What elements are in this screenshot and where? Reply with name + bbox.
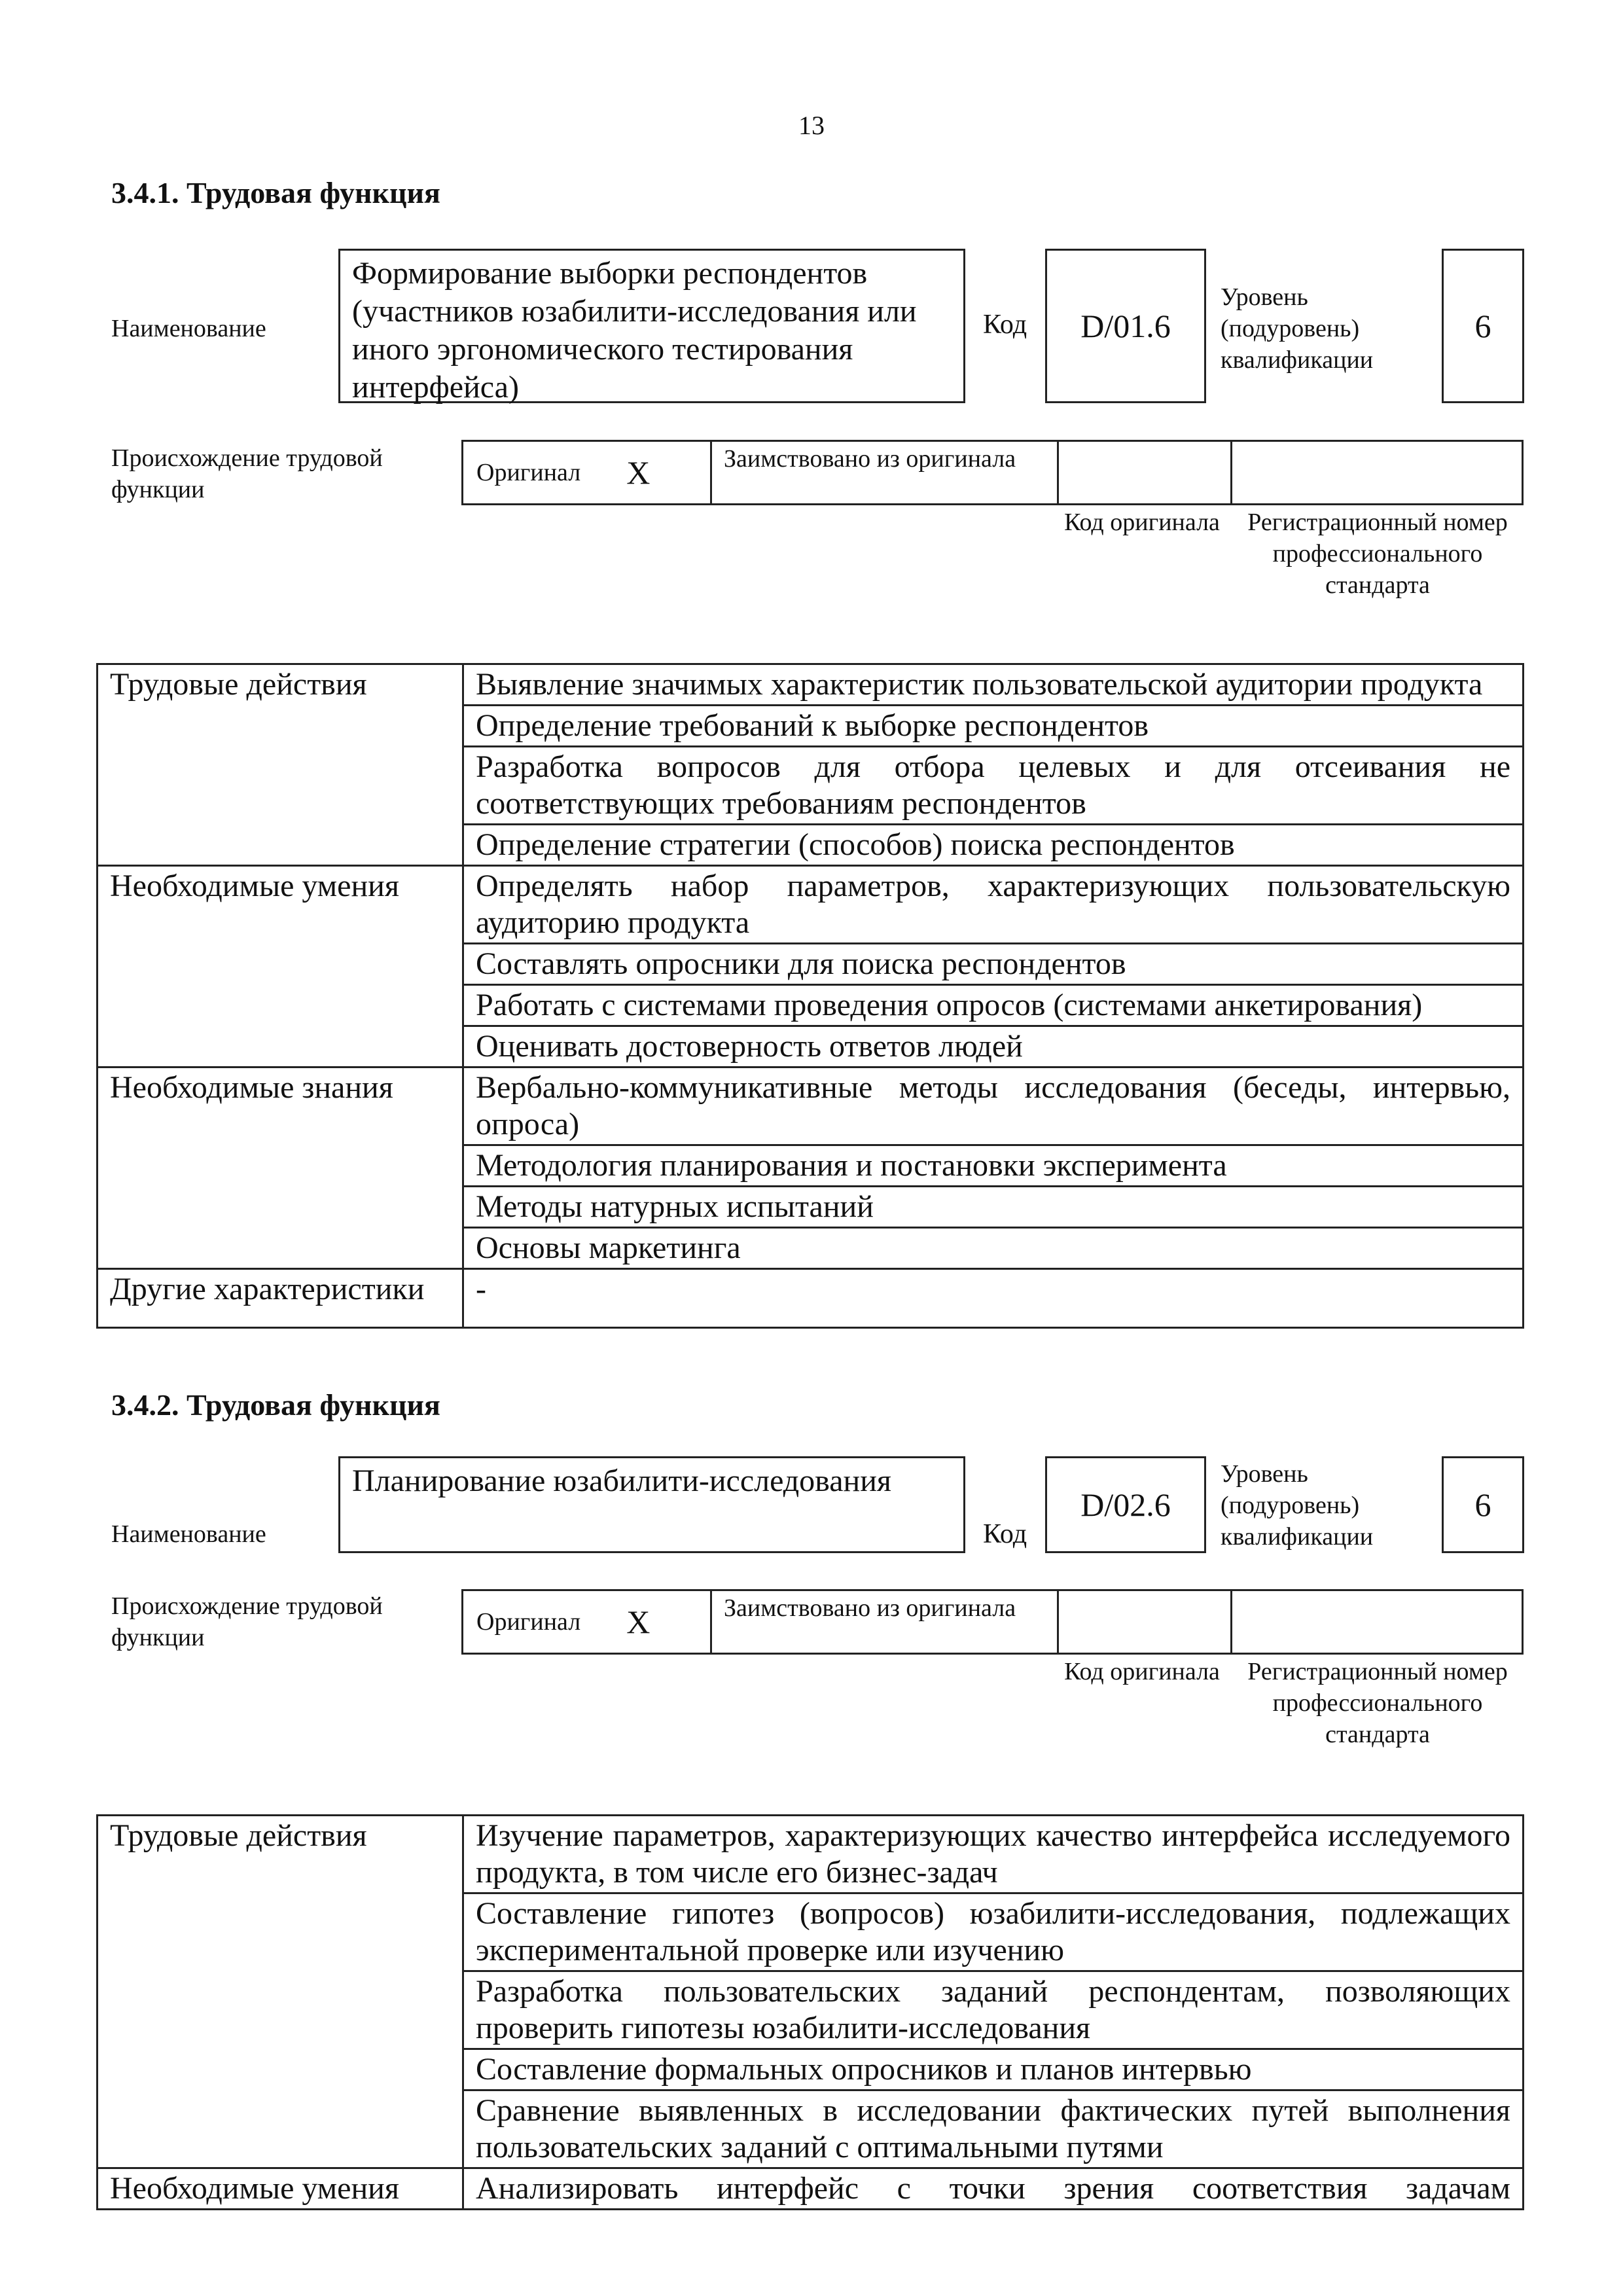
origin-borrowed-cell: Заимствовано из оригинала bbox=[712, 1591, 1059, 1653]
table-cell: Выявление значимых характеристик пользовательской аудитории продукта bbox=[463, 664, 1524, 706]
table-cell: Работать с системами проведения опросов (системами анкетирования) bbox=[463, 985, 1524, 1026]
function-code-box: D/01.6 bbox=[1045, 249, 1206, 403]
table-cell: - bbox=[463, 1269, 1524, 1328]
table-cell: Изучение параметров, характеризующих качество интерфейса исследуемого продукта, в том числе его бизнес-задач bbox=[463, 1816, 1524, 1893]
table-cell: Составление формальных опросников и планов интервью bbox=[463, 2049, 1524, 2090]
origin-label: Происхождение трудовой функции bbox=[111, 1592, 383, 1651]
caption-original-code: Код оригинала bbox=[1064, 1658, 1220, 1685]
function-table-341 bbox=[96, 663, 1524, 1329]
caption-original-code: Код оригинала bbox=[1064, 509, 1220, 536]
table-cell: Определение стратегии (способов) поиска респондентов bbox=[463, 825, 1524, 866]
section-heading-341: 3.4.1. Трудовая функция bbox=[111, 176, 440, 209]
origin-original-label: Оригинал bbox=[476, 459, 581, 486]
table-row bbox=[98, 1269, 1524, 1328]
table-cell: Методология планирования и постановки эксперимента bbox=[463, 1145, 1524, 1187]
row-label: Необходимые умения bbox=[98, 866, 463, 1067]
table-row bbox=[98, 1067, 1524, 1145]
name-label: Наименование bbox=[111, 315, 266, 342]
row-label: Трудовые действия bbox=[98, 1816, 463, 2168]
function-name-box: Формирование выборки респондентов (участников юзабилити-исследования или иного эргономического тестирования интерфейса) bbox=[338, 249, 965, 403]
level-label: Уровень (подуровень) квалификации bbox=[1221, 1460, 1374, 1551]
origin-original-cell bbox=[463, 442, 712, 503]
caption-reg-number: Регистрационный номер профессионального стандарта bbox=[1247, 1658, 1508, 1748]
row-label: Необходимые знания bbox=[98, 1067, 463, 1269]
origin-code-cell bbox=[1059, 442, 1232, 503]
function-name-box: Планирование юзабилити-исследования bbox=[338, 1456, 965, 1553]
origin-table bbox=[461, 1589, 1524, 1655]
function-table-342 bbox=[96, 1814, 1524, 2210]
name-label: Наименование bbox=[111, 1520, 266, 1548]
caption-reg-number: Регистрационный номер профессионального стандарта bbox=[1247, 509, 1508, 599]
level-label: Уровень (подуровень) квалификации bbox=[1221, 283, 1374, 374]
origin-original-cell bbox=[463, 1591, 712, 1653]
origin-label: Происхождение трудовой функции bbox=[111, 444, 383, 503]
table-row bbox=[98, 2168, 1524, 2210]
table-cell: Составлять опросники для поиска респондентов bbox=[463, 944, 1524, 985]
origin-mark: X bbox=[626, 454, 651, 491]
origin-table bbox=[461, 440, 1524, 505]
level-value-box: 6 bbox=[1442, 249, 1524, 403]
level-value-box: 6 bbox=[1442, 1456, 1524, 1553]
origin-reg-cell bbox=[1232, 442, 1522, 503]
origin-mark: X bbox=[626, 1604, 651, 1640]
table-cell: Методы натурных испытаний bbox=[463, 1187, 1524, 1228]
origin-borrowed-cell: Заимствовано из оригинала bbox=[712, 442, 1059, 503]
table-cell: Определять набор параметров, характеризующих пользовательскую аудиторию продукта bbox=[463, 866, 1524, 944]
table-row bbox=[98, 866, 1524, 944]
table-row bbox=[98, 664, 1524, 706]
row-label: Трудовые действия bbox=[98, 664, 463, 866]
row-label: Необходимые умения bbox=[98, 2168, 463, 2210]
row-label: Другие характеристики bbox=[98, 1269, 463, 1328]
table-cell: Анализировать интерфейс с точки зрения соответствия задачам bbox=[463, 2168, 1524, 2210]
table-cell: Основы маркетинга bbox=[463, 1228, 1524, 1269]
table-cell: Сравнение выявленных в исследовании фактических путей выполнения пользовательских заданий с оптимальными путями bbox=[463, 2090, 1524, 2168]
table-cell: Оценивать достоверность ответов людей bbox=[463, 1026, 1524, 1067]
origin-code-cell bbox=[1059, 1591, 1232, 1653]
table-cell: Разработка вопросов для отбора целевых и для отсеивания не соответствующих требованиям респондентов bbox=[463, 747, 1524, 825]
origin-reg-cell bbox=[1232, 1591, 1522, 1653]
table-cell: Вербально-коммуникативные методы исследования (беседы, интервью, опроса) bbox=[463, 1067, 1524, 1145]
table-cell: Определение требований к выборке респондентов bbox=[463, 706, 1524, 747]
code-label: Код bbox=[983, 1519, 1027, 1549]
table-row bbox=[98, 1816, 1524, 1893]
origin-original-label: Оригинал bbox=[476, 1608, 581, 1636]
function-code-box: D/02.6 bbox=[1045, 1456, 1206, 1553]
table-cell: Составление гипотез (вопросов) юзабилити-исследования, подлежащих экспериментальной проверке или изучению bbox=[463, 1893, 1524, 1971]
table-cell: Разработка пользовательских заданий респондентам, позволяющих проверить гипотезы юзабилити-исследования bbox=[463, 1971, 1524, 2049]
code-label: Код bbox=[983, 310, 1027, 340]
page-number: 13 bbox=[798, 111, 825, 140]
section-heading-342: 3.4.2. Трудовая функция bbox=[111, 1388, 440, 1422]
